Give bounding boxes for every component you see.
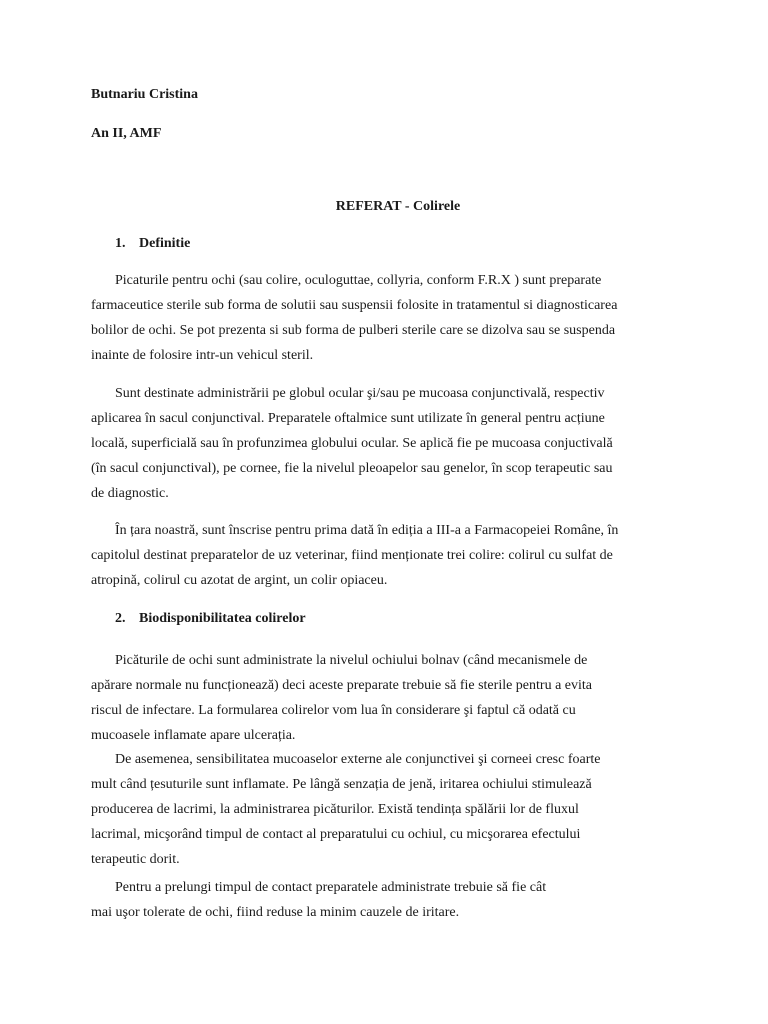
paragraph-line: locală, superficială sau în profunzimea globului ocular. Se aplică fie pe mucoasa conjuctivală bbox=[91, 436, 613, 451]
section-number: 1. bbox=[115, 236, 126, 251]
paragraph-line: Picaturile pentru ochi (sau colire, oculoguttae, collyria, conform F.R.X ) sunt preparate bbox=[115, 273, 602, 288]
paragraph-line: bolilor de ochi. Se pot prezenta si sub forma de pulberi sterile care se dizolva sau se suspenda bbox=[91, 323, 616, 338]
section-heading-text: Definitie bbox=[139, 236, 191, 251]
author-name: Butnariu Cristina bbox=[91, 87, 198, 102]
paragraph-line: aplicarea în sacul conjunctival. Preparatele oftalmice sunt utilizate în general pentru acțiune bbox=[91, 411, 605, 426]
paragraph-line: lacrimal, micşorând timpul de contact al preparatului cu ochiul, cu micşorarea efectului bbox=[91, 827, 581, 842]
paragraph-line: capitolul destinat preparatelor de uz veterinar, fiind menționate trei colire: colirul cu sulfat de bbox=[91, 548, 613, 563]
document-title: REFERAT - Colirele bbox=[335, 199, 461, 214]
paragraph-line: Pentru a prelungi timpul de contact preparatele administrate trebuie să fie cât bbox=[115, 880, 547, 895]
paragraph-line: (în sacul conjunctival), pe cornee, fie la nivelul pleoapelor sau genelor, în scop terapeutic sau bbox=[91, 461, 613, 476]
paragraph-line: terapeutic dorit. bbox=[91, 852, 180, 867]
section-number: 2. bbox=[115, 611, 126, 626]
paragraph-line: atropină, colirul cu azotat de argint, un colir opiaceu. bbox=[91, 573, 388, 588]
section-heading-text: Biodisponibilitatea colirelor bbox=[139, 611, 306, 626]
paragraph-line: apărare normale nu funcționează) deci aceste preparate trebuie să fie sterile pentru a evita bbox=[91, 678, 592, 693]
student-group: An II, AMF bbox=[91, 126, 162, 141]
paragraph-line: mai uşor tolerate de ochi, fiind reduse la minim cauzele de iritare. bbox=[91, 905, 460, 920]
paragraph-line: Picăturile de ochi sunt administrate la nivelul ochiului bolnav (când mecanismele de bbox=[115, 653, 588, 668]
paragraph-line: farmaceutice sterile sub forma de solutii sau suspensii folosite in tratamentul si diagnosticarea bbox=[91, 298, 618, 313]
section-heading bbox=[115, 610, 306, 628]
paragraph-line: În țara noastră, sunt înscrise pentru prima dată în ediția a III-a a Farmacopeiei Române, în bbox=[115, 523, 619, 538]
paragraph-line: de diagnostic. bbox=[91, 486, 169, 501]
paragraph-line: Sunt destinate administrării pe globul ocular şi/sau pe mucoasa conjunctivală, respectiv bbox=[115, 386, 605, 401]
paragraph-line: mucoasele inflamate apare ulcerația. bbox=[91, 728, 296, 743]
paragraph-line: producerea de lacrimi, la administrarea picăturilor. Există tendința spălării lor de fluxul bbox=[91, 802, 579, 817]
paragraph-line: inainte de folosire intr-un vehicul steril. bbox=[91, 348, 314, 363]
paragraph-line: De asemenea, sensibilitatea mucoaselor externe ale conjunctivei şi corneei cresc foarte bbox=[115, 752, 601, 767]
paragraph-line: riscul de infectare. La formularea colirelor vom lua în considerare şi faptul că odată cu bbox=[91, 703, 576, 718]
section-heading bbox=[115, 235, 190, 253]
paragraph-line: mult când țesuturile sunt inflamate. Pe lângă senzația de jenă, iritarea ochiului stimulează bbox=[91, 777, 592, 792]
